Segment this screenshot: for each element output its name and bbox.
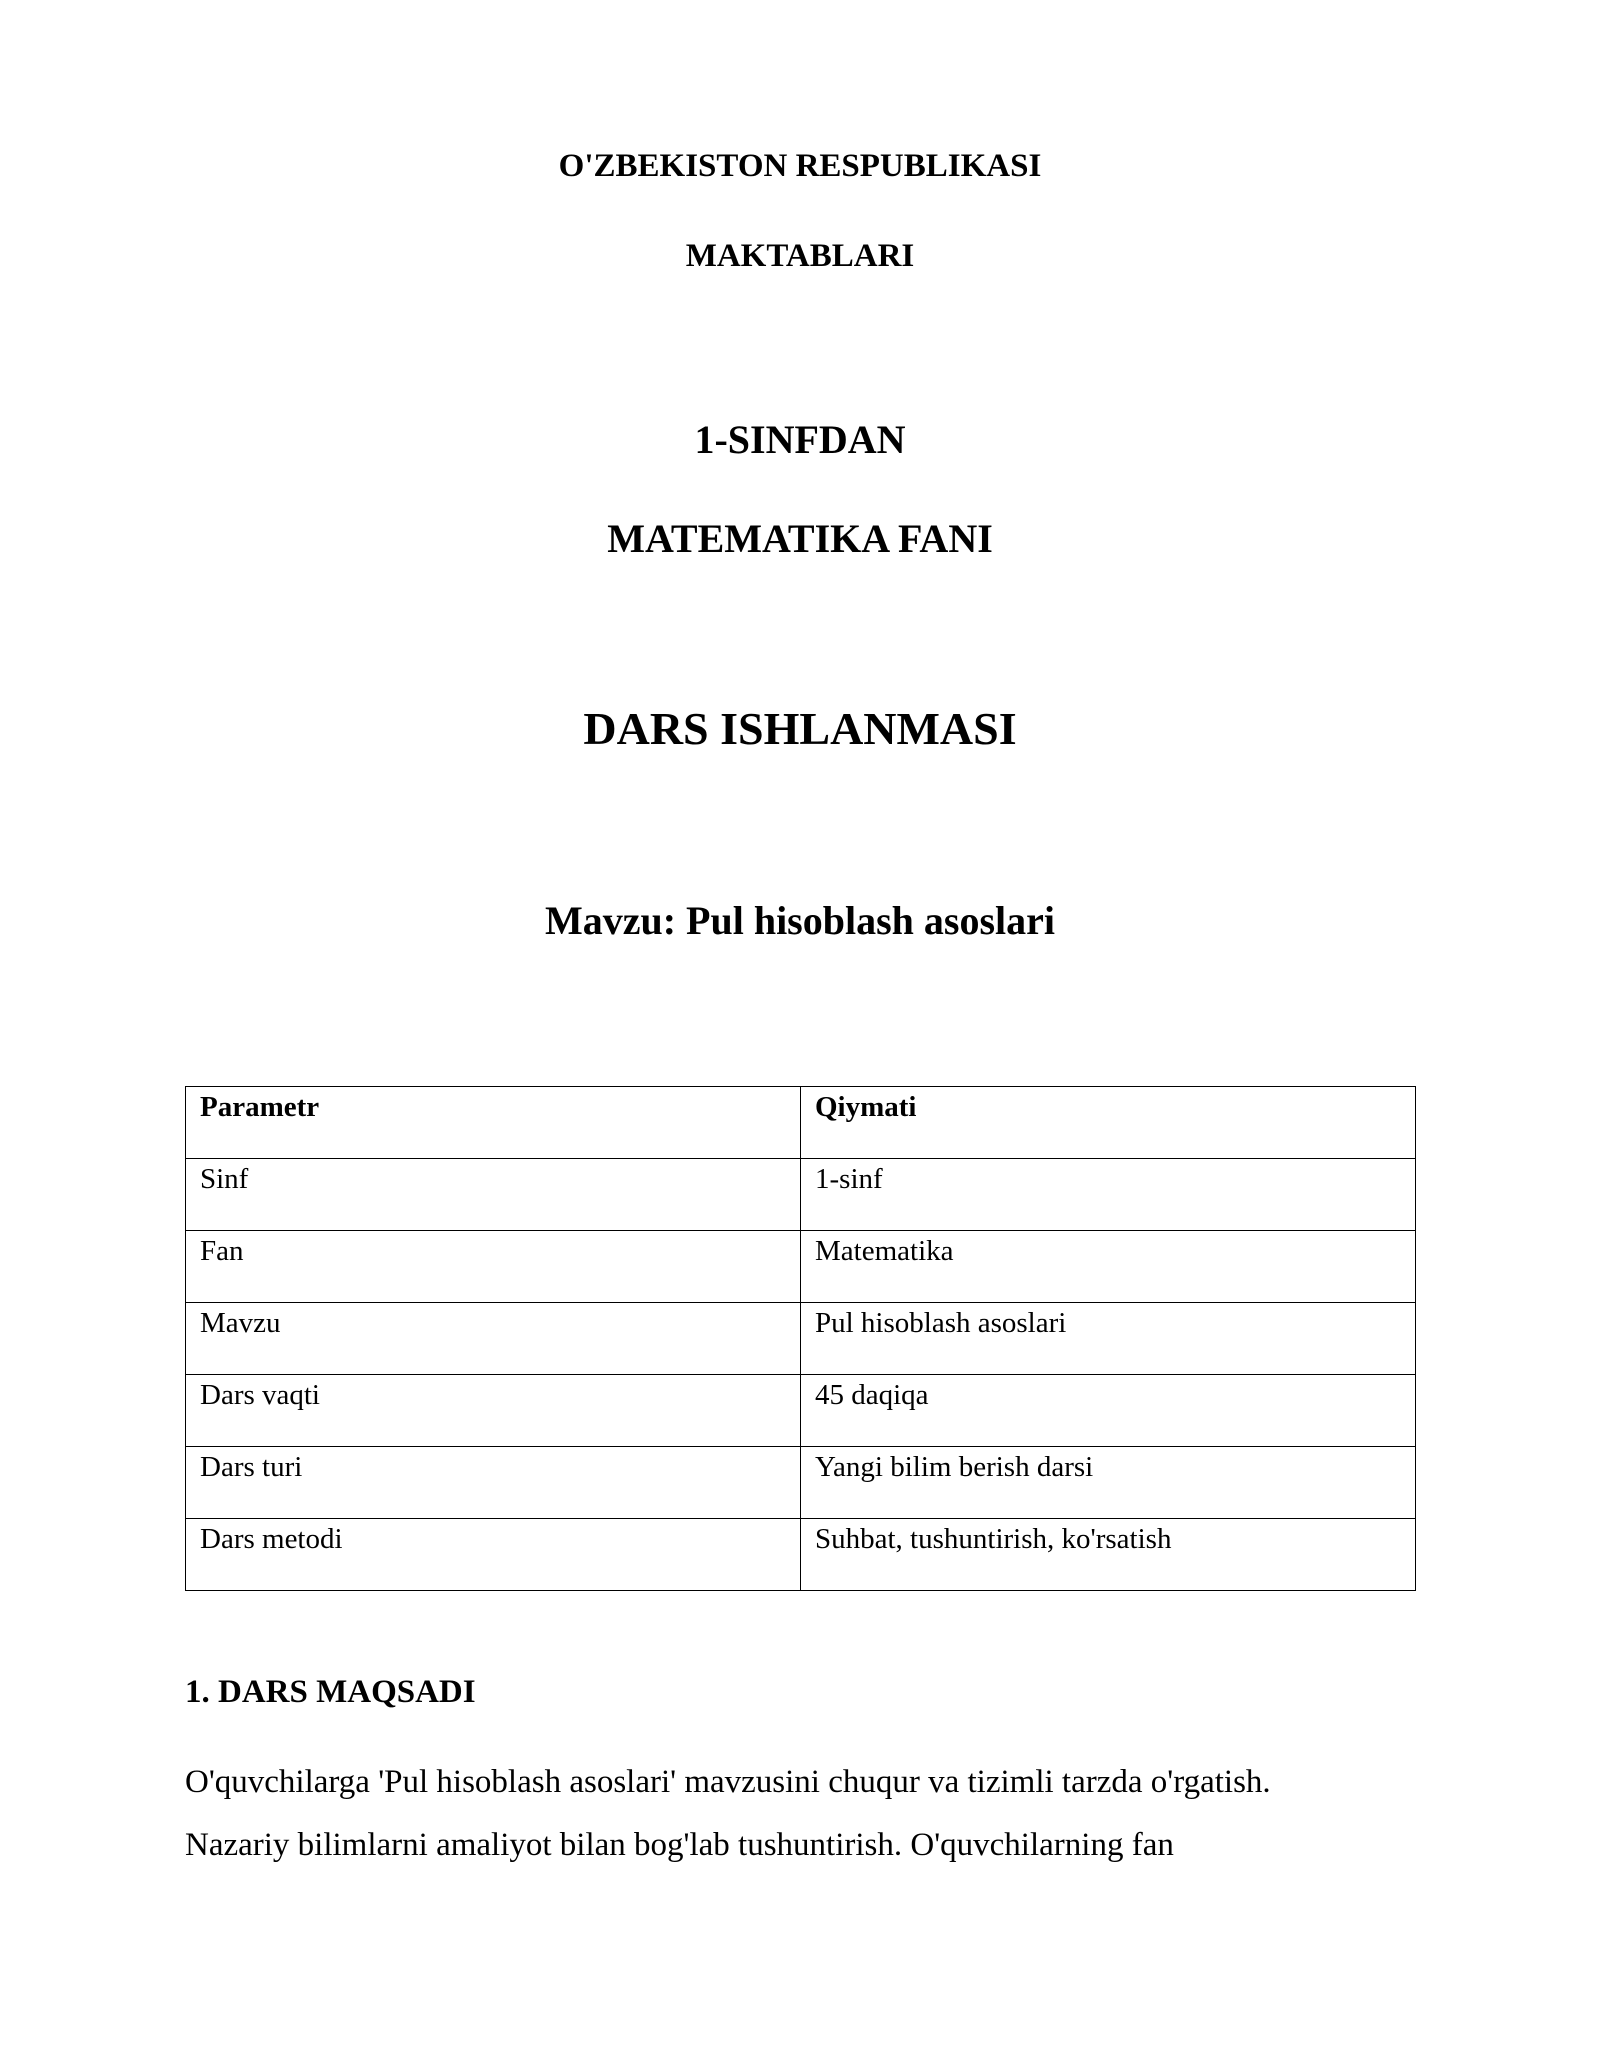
table-cell-parameter: Sinf: [186, 1159, 801, 1231]
table-cell-parameter: Mavzu: [186, 1303, 801, 1375]
table-row: [186, 1303, 1416, 1375]
subject-heading: MATEMATIKA FANI: [607, 516, 993, 561]
table-cell-parameter: Dars metodi: [186, 1519, 801, 1591]
table-cell-value: Pul hisoblash asoslari: [801, 1303, 1416, 1375]
table-header-parameter: Parametr: [186, 1087, 801, 1159]
paragraph-line: Nazariy bilimlarni amaliyot bilan bog'lab tushuntirish. O'quvchilarning fan: [185, 1827, 1174, 1863]
topic-heading: Mavzu: Pul hisoblash asoslari: [544, 898, 1056, 943]
lesson-info-table: [185, 1086, 1416, 1591]
table-header-row: [186, 1087, 1416, 1159]
table-cell-value: 45 daqiqa: [801, 1375, 1416, 1447]
organization-line-2: MAKTABLARI: [685, 238, 915, 274]
table-cell-value: Yangi bilim berish darsi: [801, 1447, 1416, 1519]
table-row: [186, 1519, 1416, 1591]
table-cell-parameter: Dars vaqti: [186, 1375, 801, 1447]
grade-heading: 1-SINFDAN: [694, 417, 906, 462]
table-row: [186, 1159, 1416, 1231]
table-cell-parameter: Dars turi: [186, 1447, 801, 1519]
table-row: [186, 1375, 1416, 1447]
table-header-value: Qiymati: [801, 1087, 1416, 1159]
section-heading-lesson-goal: 1. DARS MAQSADI: [185, 1674, 476, 1710]
table-row: [186, 1231, 1416, 1303]
table-cell-value: 1-sinf: [801, 1159, 1416, 1231]
organization-line-1: O'ZBEKISTON RESPUBLIKASI: [558, 148, 1042, 184]
document-title: DARS ISHLANMASI: [583, 703, 1017, 754]
table-cell-parameter: Fan: [186, 1231, 801, 1303]
table-row: [186, 1447, 1416, 1519]
table-cell-value: Matematika: [801, 1231, 1416, 1303]
paragraph-line: O'quvchilarga 'Pul hisoblash asoslari' mavzusini chuqur va tizimli tarzda o'rgatish.: [185, 1764, 1271, 1800]
table-cell-value: Suhbat, tushuntirish, ko'rsatish: [801, 1519, 1416, 1591]
